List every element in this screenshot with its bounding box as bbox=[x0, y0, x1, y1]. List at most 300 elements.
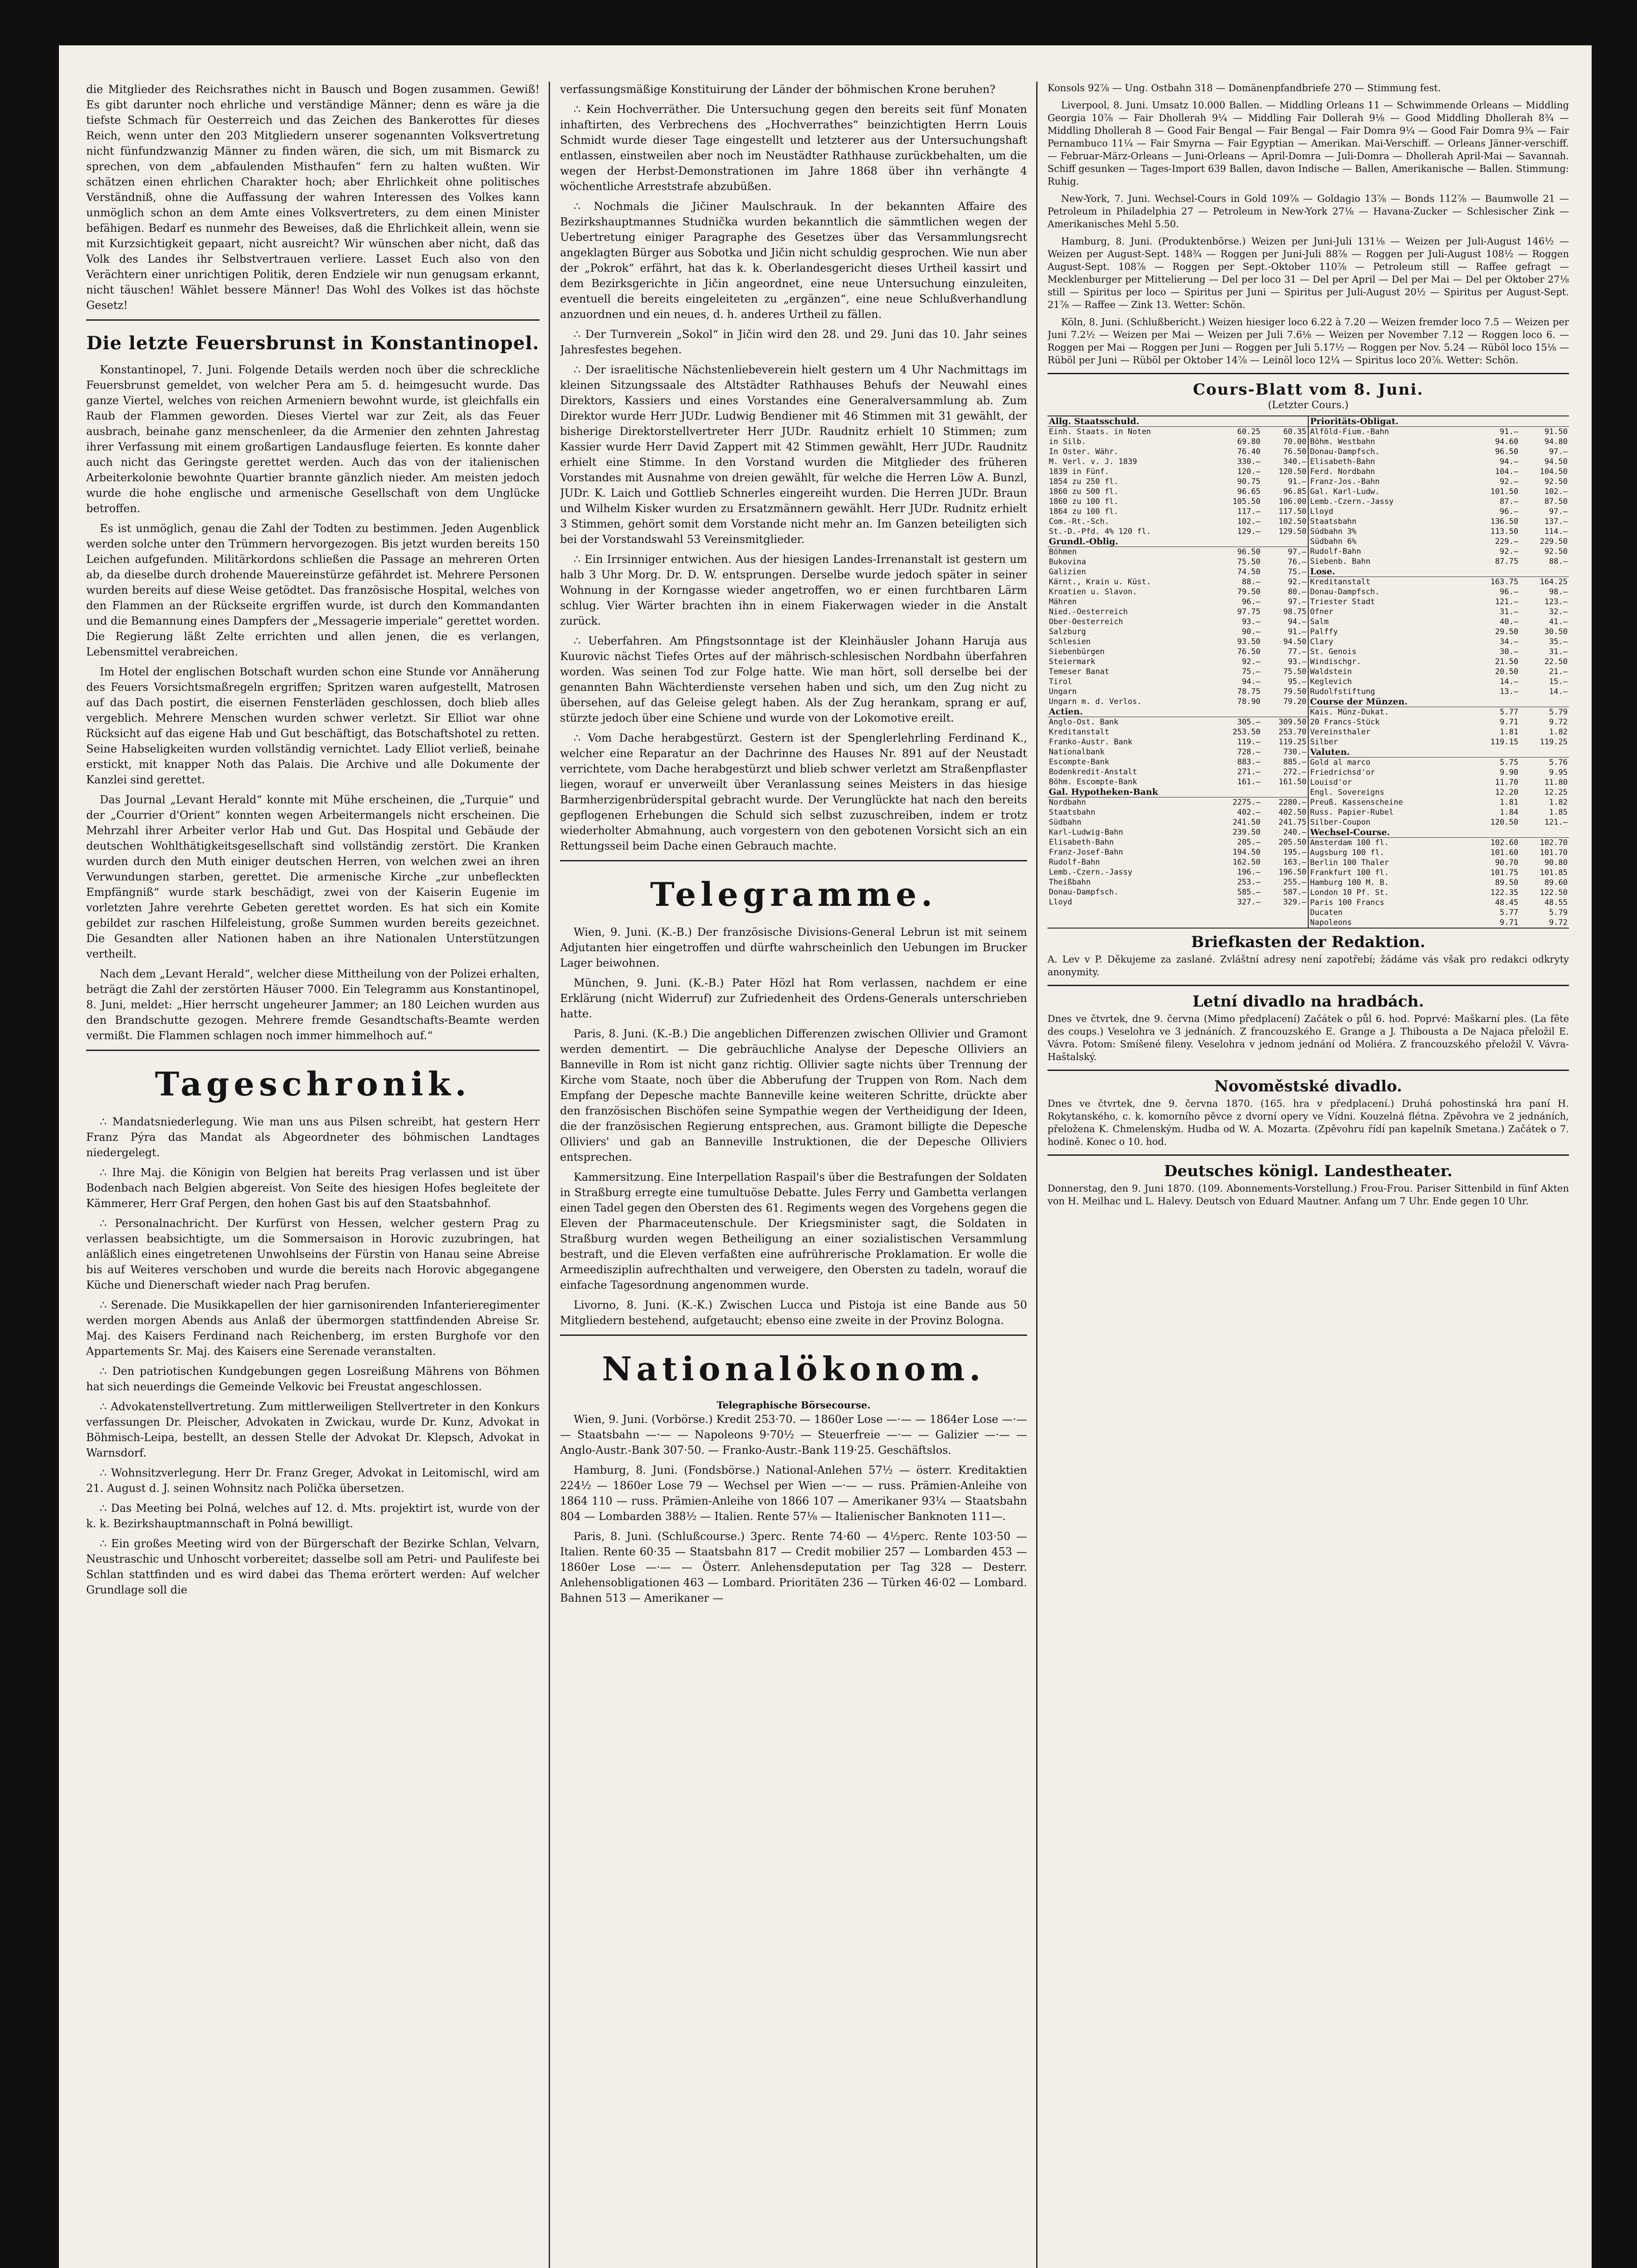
course-money: 40.— bbox=[1500, 617, 1519, 626]
course-goods: 119.25 bbox=[1278, 738, 1306, 747]
course-row bbox=[1047, 827, 1308, 837]
course-row bbox=[1309, 878, 1569, 888]
course-row bbox=[1309, 647, 1569, 657]
course-name: Napoleons bbox=[1310, 918, 1352, 927]
course-row bbox=[1309, 487, 1569, 497]
course-row bbox=[1309, 457, 1569, 467]
course-row bbox=[1047, 507, 1308, 517]
course-money: 883.— bbox=[1237, 758, 1261, 767]
course-goods: 98.75 bbox=[1283, 607, 1306, 616]
course-row bbox=[1047, 837, 1308, 847]
chronik-item: ∴ Serenade. Die Musikkapellen der hier garnisonirenden Infanterieregimenter werden morgen Abends aus Anlaß der übermorgen stattfindenden Abreise Sr. Maj. des Kaisers Ferdinand nach Reichenberg, im ersten Burghofe vor den Appartements Sr. Maj. des Kaisers eine Serenade veranstalten. bbox=[86, 1299, 540, 1358]
course-goods: 76.50 bbox=[1283, 447, 1306, 456]
course-goods: 31.— bbox=[1549, 647, 1568, 656]
course-row bbox=[1309, 888, 1569, 898]
course-goods: 102.— bbox=[1544, 487, 1568, 496]
course-goods: 9.95 bbox=[1549, 768, 1568, 777]
course-name: Rudolfstiftung bbox=[1310, 687, 1375, 696]
course-money bbox=[1216, 537, 1262, 547]
course-name: Böhm. Escompte-Bank bbox=[1049, 777, 1137, 787]
course-name: London 10 Pf. St. bbox=[1310, 888, 1389, 897]
news-item: ∴ Ueberfahren. Am Pfingstsonntage ist der Kleinhäusler Johann Haruja aus Kuurovic nächst Tiefes Ortes auf der mährisch-schlesischen Nordbahn überfahren worden. Was seinen Tod zur Folge hatte. Wie man hört, soll derselbe bei der genannten Bahn Wächterdienste versehen haben und sich, um den Zug nicht zu übersehen, auf das Geleise gelegt haben. Als der Zug herankam, sprang er auf, stürzte jedoch über eine Schiene und wurde von der Lokomotive ereilt. bbox=[560, 635, 1027, 724]
theatre-text: Dnes ve čtvrtek, dne 9. června (Mimo předplacení) Začátek o půl 6. hod. Poprvé: Maškarní ples. (La fête des coups.) Veselohra ve 3 jednáních. Z francouzského E. Grange a J. Thibousta a De Najaca přeložil E. Vávra. Potom: Smíšené fileny. Veselohra v jednom jednání od Moliéra. Z francouzského přeložil V. Vávra-Haštalský. bbox=[1047, 1013, 1569, 1062]
news-item: ∴ Vom Dache herabgestürzt. Gestern ist der Spenglerlehrling Ferdinand K., welcher eine Reparatur an der Dachrinne des Hauses Nr. 891 auf der Neustadt verrichtete, vom Dache herabgestürzt und blieb schwer verletzt am Straßenpflaster liegen, worauf er unverweilt über Veranlassung seines Meisters in das hiesige Barmherzigenbrüderspital gebracht wurde. Der Verunglückte hat nach den bereits gepflogenen Erhebungen die Schuld sich selbst zuzuschreiben, indem er trotz wiederholter Abmahnung, auch vorgestern von den gebotenen Vorsicht sich an ein Rettungsseil beim Dache einen Gebrauch machte. bbox=[560, 732, 1027, 852]
course-name: Louisd'or bbox=[1310, 778, 1352, 787]
courses-table-left bbox=[1047, 416, 1308, 907]
course-money: 30.— bbox=[1500, 647, 1519, 656]
course-name: Palffy bbox=[1310, 627, 1338, 636]
course-name: Donau-Dampfsch. bbox=[1310, 447, 1380, 456]
course-goods bbox=[1262, 537, 1308, 547]
course-row bbox=[1309, 497, 1569, 507]
course-row bbox=[1309, 918, 1569, 928]
divider bbox=[86, 319, 540, 321]
course-row bbox=[1309, 777, 1569, 787]
course-row bbox=[1047, 687, 1308, 697]
telegram-item: Livorno, 8. Juni. (K.-K.) Zwischen Lucca und Pistoja ist eine Bande aus 50 Mitgliedern bestehend, aufgetaucht; ebenso eine zweite in der Provinz Bologna. bbox=[560, 1299, 1027, 1327]
course-money: 79.50 bbox=[1237, 587, 1261, 596]
course-goods: 5.79 bbox=[1549, 708, 1568, 717]
course-money: 89.50 bbox=[1495, 878, 1519, 887]
course-goods: 120.50 bbox=[1278, 467, 1306, 476]
telegram-item: München, 9. Juni. (K.-B.) Pater Hözl hat Rom verlassen, nachdem er eine Erklärung (nicht Widerruf) zur Zufriedenheit des Ordens-Generals unterschrieben hatte. bbox=[560, 977, 1027, 1020]
course-money: 120.50 bbox=[1490, 818, 1519, 827]
course-name: Lloyd bbox=[1310, 507, 1334, 516]
theatre-text: Donnerstag, den 9. Juni 1870. (109. Abonnements-Vorstellung.) Frou-Frou. Pariser Sittenbild in fünf Akten von H. Meilhac und L. Halevy. Deutsch von Eduard Mautner. Anfang um 7 Uhr. Ende gegen 10 Uhr. bbox=[1047, 1183, 1569, 1207]
course-money: 728.— bbox=[1237, 748, 1261, 757]
course-goods: 129.50 bbox=[1278, 527, 1306, 536]
divider bbox=[1047, 985, 1569, 986]
course-name: Nordbahn bbox=[1049, 798, 1086, 807]
course-money: 102.60 bbox=[1490, 838, 1519, 847]
course-name: Frankfurt 100 fl. bbox=[1310, 868, 1389, 877]
courses-left-header: Allg. Staatsschuld. bbox=[1047, 416, 1308, 427]
column-rule-right bbox=[1036, 82, 1038, 2268]
econ-subtitle: Telegraphische Börsecourse. bbox=[716, 1399, 871, 1411]
course-name: St. Genois bbox=[1310, 647, 1357, 656]
course-goods: 95.— bbox=[1288, 677, 1306, 686]
course-money bbox=[1470, 567, 1520, 577]
divider bbox=[560, 860, 1027, 861]
chronik-item: ∴ Advokatenstellvertretung. Zum mittlerweiligen Stellvertreter in den Konkurs verfassungen Dr. Pleischer, Advokaten in Zwickau, wurde Dr. Kunz, Advokat in Böhmisch-Leipa, bestellt, an dessen Stelle der Advokat Dr. Klepsch, Advokat in Warnsdorf. bbox=[86, 1400, 540, 1459]
course-row bbox=[1047, 427, 1308, 437]
course-money: 241.50 bbox=[1233, 818, 1261, 827]
course-name: Augsburg 100 fl. bbox=[1310, 848, 1384, 857]
course-row bbox=[1309, 767, 1569, 777]
course-name: Donau-Dampfsch. bbox=[1310, 587, 1380, 596]
course-money: 1.84 bbox=[1500, 808, 1519, 817]
course-row bbox=[1309, 747, 1569, 758]
course-goods: 229.50 bbox=[1540, 537, 1568, 546]
course-goods bbox=[1262, 707, 1308, 717]
course-row bbox=[1047, 617, 1308, 627]
course-row bbox=[1309, 577, 1569, 587]
fire-paragraph: Konstantinopel, 7. Juni. Folgende Details werden noch über die schreckliche Feuersbrunst gemeldet, von welcher Pera am 5. d. heimgesucht wurde. Das ganze Viertel, welches von reichen Armeniern bewohnt wurde, ist gleichfalls ein Raub der Flammen geworden. Dieses Viertel war zur Zeit, als das Feuer ausbrach, beinahe ganz menschenleer, da die Armenier den zehnten Jahrestag ihrer Verfassung mit einem großartigen Landausfluge feierten. Es konnte daher auch nicht das Geringste gerettet werden. Auch das von der italienischen Arbeiterkolonie bewohnte Quartier brannte gänzlich nieder. Am meisten jedoch wurde die hohe englische und armenische Gesellschaft von dem Unglücke betroffen. bbox=[86, 363, 540, 515]
econ-item: Wien, 9. Juni. (Vorbörse.) Kredit 253·70. — 1860er Lose —·— — 1864er Lose —·— — Staatsbahn —·— — Napoleons 9·70½ — Steuerfreie —·— — Galizier —·— — Anglo-Austr.-Bank 307·50. — Franko-Austr.-Bank 119·25. Geschäftslos. bbox=[560, 1413, 1027, 1457]
course-goods: 75.50 bbox=[1283, 667, 1306, 676]
course-name: Engl. Sovereigns bbox=[1310, 788, 1384, 797]
course-money: 90.70 bbox=[1495, 858, 1519, 867]
course-name: Kreditanstalt bbox=[1310, 577, 1371, 587]
course-money: 229.— bbox=[1495, 537, 1519, 546]
course-money: 92.— bbox=[1500, 547, 1519, 556]
course-name: Gold al marco bbox=[1310, 758, 1371, 767]
mailbox-text: A. Lev v P. Děkujeme za zaslané. Zvláštní adresy není zapotřebí; žádáme vás však pro redakci odkryty anonymity. bbox=[1047, 954, 1569, 978]
course-money: 9.71 bbox=[1500, 918, 1519, 927]
course-name: Waldstein bbox=[1310, 667, 1352, 676]
course-name: Mähren bbox=[1049, 597, 1077, 606]
course-row bbox=[1047, 847, 1308, 857]
course-row bbox=[1047, 697, 1308, 707]
market-report: Hamburg, 8. Juni. (Produktenbörse.) Weizen per Juni-Juli 131⅛ — Weizen per Juli-August 146½ — Weizen per August-Sept. 148¾ — Roggen per Juni-Juli 88⅞ — Roggen per Juli-August 108½ — Roggen August-Sept. 108⅞ — Roggen per Sept.-Oktober 110⅞ — Petroleum still — Raffee gefragt — Mecklenburger per Mittelierung — Del per loco 31 — Del per April — Del per Mai — Del per Oktober 27⅛ still — Spiritus per loco — Spiritus per Juni — Spiritus per Juli-August 20½ — Spiritus per August-Sept. 21⅞ — Raffee — Zink 13. Wetter: Schön. bbox=[1047, 236, 1569, 310]
column-rule-left bbox=[549, 82, 550, 2268]
course-row bbox=[1047, 707, 1308, 717]
course-money: 94.60 bbox=[1495, 437, 1519, 446]
course-name: Bukovina bbox=[1049, 557, 1086, 567]
theatre-title: Letní divadlo na hradbách. bbox=[1192, 992, 1424, 1011]
chronik-item: ∴ Ihre Maj. die Königin von Belgien hat bereits Prag verlassen und ist über Bodenbach nach Belgien abgereist. Von Seite des hiesigen Hofes begleitete der Kämmerer, Herr Graf Pergen, den hohen Gast bis auf den Staatsbahnhof. bbox=[86, 1166, 540, 1210]
course-name: Einh. Staats. in Noten bbox=[1049, 427, 1151, 436]
course-money: 94.— bbox=[1242, 677, 1261, 686]
course-name: Gal. Karl-Ludw. bbox=[1310, 487, 1380, 496]
course-goods: 5.79 bbox=[1549, 908, 1568, 917]
course-goods: 885.— bbox=[1283, 758, 1306, 767]
course-row bbox=[1047, 677, 1308, 687]
course-name: Böhmen bbox=[1049, 547, 1077, 557]
course-row bbox=[1047, 637, 1308, 647]
column-3 bbox=[1047, 82, 1569, 2268]
course-money: 92.— bbox=[1242, 657, 1261, 666]
course-row bbox=[1047, 887, 1308, 897]
course-name: Schlesien bbox=[1049, 637, 1091, 646]
course-row bbox=[1309, 427, 1569, 437]
course-name: Steiermark bbox=[1049, 657, 1096, 666]
course-goods: 92.50 bbox=[1544, 547, 1568, 556]
course-row bbox=[1047, 487, 1308, 497]
course-name: Triester Stadt bbox=[1310, 597, 1375, 606]
course-row bbox=[1309, 707, 1569, 718]
course-money: 93.— bbox=[1242, 617, 1261, 626]
course-money: 104.— bbox=[1495, 467, 1519, 476]
course-money: 14.— bbox=[1500, 677, 1519, 686]
course-row bbox=[1047, 797, 1308, 808]
course-money: 60.25 bbox=[1237, 427, 1261, 436]
course-row bbox=[1309, 838, 1569, 848]
course-money: 90.75 bbox=[1237, 477, 1261, 486]
course-name: Franz-Jos.-Bahn bbox=[1310, 477, 1380, 486]
course-name: Ungarn bbox=[1049, 687, 1077, 696]
course-name: Grundl.-Oblig. bbox=[1047, 537, 1216, 547]
course-goods bbox=[1520, 697, 1569, 707]
course-row bbox=[1309, 697, 1569, 707]
course-goods: 79.50 bbox=[1283, 687, 1306, 696]
course-goods bbox=[1262, 787, 1308, 797]
course-money: 117.— bbox=[1237, 507, 1261, 516]
course-goods: 88.— bbox=[1549, 557, 1568, 566]
course-money: 96.— bbox=[1500, 587, 1519, 596]
chronik-item: ∴ Das Meeting bei Polná, welches auf 12. d. Mts. projektirt ist, wurde von der k. k. Bezirkshauptmannschaft in Polná bewilligt. bbox=[86, 1502, 540, 1530]
course-goods: 241.75 bbox=[1278, 818, 1306, 827]
course-goods: 12.25 bbox=[1544, 788, 1568, 797]
course-row bbox=[1309, 787, 1569, 797]
course-goods: 60.35 bbox=[1283, 427, 1306, 436]
course-goods: 114.— bbox=[1544, 527, 1568, 536]
course-goods: 253.70 bbox=[1278, 728, 1306, 737]
course-goods: 587.— bbox=[1283, 888, 1306, 897]
course-money: 163.75 bbox=[1490, 577, 1519, 587]
course-row bbox=[1309, 908, 1569, 918]
telegram-item: Wien, 9. Juni. (K.-B.) Der französische Divisions-General Lebrun ist mit seinem Adjutanten hier eingetroffen und dürfte wahrscheinlich den Uebungen im Brucker Lager beiwohnen. bbox=[560, 926, 1027, 969]
courses-left bbox=[1047, 416, 1309, 928]
course-name: 1864 zu 100 fl. bbox=[1049, 507, 1119, 516]
course-row bbox=[1309, 657, 1569, 667]
course-row bbox=[1047, 577, 1308, 587]
course-money: 330.— bbox=[1237, 457, 1261, 466]
course-money: 305.— bbox=[1237, 718, 1261, 727]
divider bbox=[1047, 373, 1569, 374]
course-name: Ober-Oesterreich bbox=[1049, 617, 1123, 626]
chronik-item: ∴ Den patriotischen Kundgebungen gegen Losreißung Mährens von Böhmen hat sich neuerdings die Gemeinde Velkovic bei Freustat angeschlossen. bbox=[86, 1365, 540, 1393]
course-row bbox=[1047, 817, 1308, 827]
course-name: Lose. bbox=[1309, 567, 1470, 577]
course-name: Theißbahn bbox=[1049, 878, 1091, 887]
course-row bbox=[1047, 457, 1308, 467]
course-name: Rudolf-Bahn bbox=[1310, 547, 1361, 556]
course-name: Course der Münzen. bbox=[1309, 697, 1470, 707]
course-goods: 41.— bbox=[1549, 617, 1568, 626]
course-goods: 163.— bbox=[1283, 858, 1306, 867]
fire-paragraph: Es ist unmöglich, genau die Zahl der Todten zu bestimmen. Jeden Augenblick werden solche unter den Trümmern hervorgezogen. Bis jetzt wurden bereits 150 Leichen aufgefunden. Militärkordons schließen die Passage an mehreren Orten ab, da dieselbe durch drohende Mauereinstürze gefährdet ist. Mehrere Personen wurden bereits auf diese Weise getödtet. Das französische Hospital, welches von den Flammen an der Rückseite ergriffen wurde, ist durch den Kommandanten und die Bemannung eines Dampfers der „Messagerie imperiale“ gerettet worden. Die Regierung läßt Zelte errichten und allen jenen, die es verlangen, Lebensmittel verabreichen. bbox=[86, 522, 540, 658]
course-name: in Silb. bbox=[1049, 437, 1086, 446]
course-row bbox=[1047, 857, 1308, 867]
course-row bbox=[1309, 557, 1569, 567]
fire-paragraph: Nach dem „Levant Herald“, welcher diese Mittheilung von der Polizei erhalten, beträgt die Zahl der zerstörten Häuser 7000. Ein Telegramm aus Konstantinopel, 8. Juni, meldet: „Hier herrscht ungeheurer Jammer; an 180 Leichen wurden aus den Brandschutte gezogen. Mehrere fremde Gesandtschafts-Beamte werden vermißt. Die Flammen schlagen noch immer himmelhoch auf.“ bbox=[86, 968, 540, 1042]
course-row bbox=[1047, 757, 1308, 767]
course-name: Franko-Austr. Bank bbox=[1049, 738, 1133, 747]
course-goods bbox=[1520, 567, 1569, 577]
newspaper-page bbox=[59, 45, 1592, 2268]
course-money: 327.— bbox=[1237, 898, 1261, 907]
course-money: 96.— bbox=[1242, 597, 1261, 606]
course-row bbox=[1047, 447, 1308, 457]
course-row bbox=[1047, 897, 1308, 907]
course-row bbox=[1047, 737, 1308, 747]
chronik-item: ∴ Wohnsitzverlegung. Herr Dr. Franz Greger, Advokat in Leitomischl, wird am 21. August d. J. seinen Wohnsitz nach Polička übersetzen. bbox=[86, 1466, 540, 1495]
course-goods: 35.— bbox=[1549, 637, 1568, 646]
course-name: Südbahn 6% bbox=[1310, 537, 1357, 546]
course-row bbox=[1309, 537, 1569, 547]
course-goods: 76.— bbox=[1288, 557, 1306, 567]
course-goods: 79.20 bbox=[1283, 697, 1306, 706]
course-money: 271.— bbox=[1237, 767, 1261, 777]
section-title-nationaloekonom: Nationalökonom. bbox=[602, 1349, 985, 1388]
section-title-telegramme: Telegramme. bbox=[650, 875, 937, 914]
course-row bbox=[1047, 627, 1308, 637]
course-row bbox=[1047, 467, 1308, 477]
course-money bbox=[1216, 707, 1262, 717]
divider bbox=[1047, 1070, 1569, 1071]
course-money: 87.75 bbox=[1495, 557, 1519, 566]
course-row bbox=[1047, 477, 1308, 487]
course-goods: 340.— bbox=[1283, 457, 1306, 466]
course-name: Kreditanstalt bbox=[1049, 728, 1110, 737]
headline-fire-constantinople: Die letzte Feuersbrunst in Konstantinopel. bbox=[86, 332, 540, 354]
course-row bbox=[1047, 747, 1308, 757]
course-goods bbox=[1520, 747, 1569, 758]
course-money: 29.50 bbox=[1495, 627, 1519, 636]
course-money: 96.50 bbox=[1495, 447, 1519, 456]
course-name: M. Verl. v. J. 1839 bbox=[1049, 457, 1137, 466]
course-goods: 255.— bbox=[1283, 878, 1306, 887]
course-goods: 1.82 bbox=[1549, 728, 1568, 737]
course-goods: 87.50 bbox=[1544, 497, 1568, 506]
course-money: 113.50 bbox=[1490, 527, 1519, 536]
course-name: Amsterdam 100 fl. bbox=[1310, 838, 1389, 847]
course-money: 205.— bbox=[1237, 838, 1261, 847]
course-goods: 89.60 bbox=[1544, 878, 1568, 887]
courses-subtitle: (Letzter Cours.) bbox=[1268, 400, 1349, 411]
course-name: Kroatien u. Slavon. bbox=[1049, 587, 1137, 596]
divider bbox=[86, 1050, 540, 1051]
course-name: Windischgr. bbox=[1310, 657, 1361, 666]
course-goods: 96.85 bbox=[1283, 487, 1306, 496]
course-row bbox=[1047, 787, 1308, 797]
course-name: Temeser Banat bbox=[1049, 667, 1110, 676]
course-goods: 15.— bbox=[1549, 677, 1568, 686]
course-goods: 98.— bbox=[1549, 587, 1568, 596]
course-name: Böhm. Westbahn bbox=[1310, 437, 1375, 446]
course-money: 119.— bbox=[1237, 738, 1261, 747]
course-name: Friedrichsd'or bbox=[1310, 768, 1375, 777]
course-name: Karl-Ludwig-Bahn bbox=[1049, 828, 1123, 837]
course-money: 101.50 bbox=[1490, 487, 1519, 496]
course-name: Lemb.-Czern.-Jassy bbox=[1049, 868, 1133, 877]
course-goods: 92.— bbox=[1288, 577, 1306, 587]
course-goods: 195.— bbox=[1283, 848, 1306, 857]
course-goods: 329.— bbox=[1283, 898, 1306, 907]
courses-right-header: Prioritäts-Obligat. bbox=[1309, 416, 1569, 427]
course-money: 585.— bbox=[1237, 888, 1261, 897]
course-goods: 309.50 bbox=[1278, 718, 1306, 727]
course-goods: 9.72 bbox=[1549, 718, 1568, 727]
course-name: Paris 100 Francs bbox=[1310, 898, 1384, 907]
course-row bbox=[1047, 437, 1308, 447]
article-continuation: verfassungsmäßige Konstituirung der Länder der böhmischen Krone beruhen? bbox=[560, 83, 996, 96]
course-money: 5.77 bbox=[1500, 908, 1519, 917]
course-row bbox=[1309, 868, 1569, 878]
course-row bbox=[1309, 848, 1569, 858]
market-report: New-York, 7. Juni. Wechsel-Cours in Gold 109⅞ — Goldagio 13⅞ — Bonds 112⅞ — Baumwolle 21 — Petroleum in Philadelphia 27 — Petroleum in New-York 27⅛ — Havana-Zucker — Schlesischer Zink — Amerikanisches Mehl 5.50. bbox=[1047, 193, 1569, 230]
chronik-item: ∴ Mandatsniederlegung. Wie man uns aus Pilsen schreibt, hat gestern Herr Franz Pýra das Mandat als Abgeordneter des böhmischen Landtages niedergelegt. bbox=[86, 1115, 540, 1159]
course-money bbox=[1470, 697, 1520, 707]
course-row bbox=[1047, 597, 1308, 607]
course-goods: 75.— bbox=[1288, 567, 1306, 577]
theatre-text: Dnes ve čtvrtek, dne 9. června 1870. (165. hra v předplacení.) Druhá pohostinská hra paní H. Rokytanského, c. k. komorního pěvce z dvorní opery ve Vídni. Kouzelná flétna. Zpěvohra ve 2 jednáních, přeložena K. Chmelenským. Hudba od W. A. Mozarta. (Zpěvohru řídí pan kapelník Smetana.) Začátek o 7. hodině. Konec o 10. hod. bbox=[1047, 1098, 1569, 1147]
divider bbox=[560, 1334, 1027, 1336]
course-row bbox=[1309, 517, 1569, 527]
news-item: ∴ Ein Irrsinniger entwichen. Aus der hiesigen Landes-Irrenanstalt ist gestern um halb 3 Uhr Morg. Dr. D. W. entsprungen. Derselbe wurde jedoch später in seiner Wohnung in der Korngasse wieder angetroffen, wo er einen furchtbaren Lärm schlug. Vier Wärter brachten ihn in einem Fiakerwagen wieder in die Anstalt zurück. bbox=[560, 553, 1027, 627]
market-report: Köln, 8. Juni. (Schlußbericht.) Weizen hiesiger loco 6.22 à 7.20 — Weizen fremder loco 7.5 — Weizen per Juni 7.2½ — Weizen per Mai — Weizen per Juli 7.6⅛ — Weizen per November 7.12 — Roggen loco 6. — Roggen per Mai — Roggen per Juni — Roggen per Juli 5.17½ — Roggen per Nov. 5.24 — Rüböl loco 15⅛ — Rüböl per Juni — Rüböl per Oktober 14⅞ — Leinöl loco 12¼ — Spiritus loco 20⅞. Wetter: Schön. bbox=[1047, 317, 1569, 366]
course-row bbox=[1309, 507, 1569, 517]
course-money: 161.— bbox=[1237, 777, 1261, 787]
course-row bbox=[1309, 687, 1569, 697]
course-row bbox=[1309, 447, 1569, 457]
courses-title: Cours-Blatt vom 8. Juni. bbox=[1193, 381, 1424, 399]
course-money: 74.50 bbox=[1237, 567, 1261, 577]
course-name: Berlin 100 Thaler bbox=[1310, 858, 1389, 867]
course-name: Donau-Dampfsch. bbox=[1049, 888, 1119, 897]
course-row bbox=[1047, 767, 1308, 777]
course-name: Südbahn 3% bbox=[1310, 527, 1357, 536]
course-row bbox=[1309, 567, 1569, 577]
course-money: 119.15 bbox=[1490, 738, 1519, 747]
course-goods: 104.50 bbox=[1540, 467, 1568, 476]
course-name: In Oster. Währ. bbox=[1049, 447, 1119, 456]
theatre-title: Novoměstské divadlo. bbox=[1214, 1077, 1402, 1095]
course-name: Preuß. Kassenscheine bbox=[1310, 798, 1403, 807]
course-row bbox=[1047, 667, 1308, 677]
course-goods: 91.— bbox=[1288, 627, 1306, 636]
course-row bbox=[1309, 807, 1569, 817]
course-goods: 48.55 bbox=[1544, 898, 1568, 907]
courses-right bbox=[1309, 416, 1569, 928]
course-money bbox=[1470, 827, 1520, 838]
course-goods bbox=[1520, 827, 1569, 838]
course-row bbox=[1309, 607, 1569, 617]
course-goods: 119.25 bbox=[1540, 738, 1568, 747]
course-goods: 94.80 bbox=[1544, 437, 1568, 446]
theatre-title: Deutsches königl. Landestheater. bbox=[1164, 1162, 1453, 1180]
course-money: 105.50 bbox=[1233, 497, 1261, 506]
course-goods: 30.50 bbox=[1544, 627, 1568, 636]
course-money: 75.— bbox=[1242, 667, 1261, 676]
course-money: 253.50 bbox=[1233, 728, 1261, 737]
course-goods: 11.80 bbox=[1544, 778, 1568, 787]
course-name: Nationalbank bbox=[1049, 748, 1105, 757]
course-money: 122.35 bbox=[1490, 888, 1519, 897]
course-name: Salm bbox=[1310, 617, 1329, 626]
course-money: 93.50 bbox=[1237, 637, 1261, 646]
course-row bbox=[1309, 898, 1569, 908]
course-name: Bodenkredit-Anstalt bbox=[1049, 767, 1137, 777]
course-name: Rudolf-Bahn bbox=[1049, 858, 1100, 867]
telegram-item: Kammersitzung. Eine Interpellation Raspail's über die Bestrafungen der Soldaten in Straßburg erregte eine tumultuöse Debatte. Jules Ferry und Gambetta verlangen einen Tadel gegen den Obersten des 61. Regiments wegen des Vorgehens gegen die Eleven der Pharmaceutenschule. Der Kriegsminister sagt, die Soldaten in Straßburg wurden wegen Betheiligung an einer sozialistischen Versammlung bestraft, und die Eleven verfaßten eine aufrührerische Proklamation. Er wolle die Armeedisziplin aufrechthalten und verweigere, den Obersten zu tadeln, worauf die einfache Tagesordnung angenommen wurde. bbox=[560, 1171, 1027, 1291]
course-money: 11.70 bbox=[1495, 778, 1519, 787]
course-money: 5.75 bbox=[1500, 758, 1519, 767]
course-name: Siebenbürgen bbox=[1049, 647, 1105, 656]
course-money: 120.— bbox=[1237, 467, 1261, 476]
course-goods: 102.70 bbox=[1540, 838, 1568, 847]
course-name: Siebenb. Bahn bbox=[1310, 557, 1371, 566]
course-name: Ducaten bbox=[1310, 908, 1343, 917]
course-money bbox=[1216, 787, 1262, 797]
course-money: 76.40 bbox=[1237, 447, 1261, 456]
course-name: Silber-Coupon bbox=[1310, 818, 1371, 827]
course-goods: 2280.— bbox=[1278, 798, 1306, 807]
course-money: 96.— bbox=[1500, 507, 1519, 516]
course-money: 31.— bbox=[1500, 607, 1519, 616]
course-name: Clary bbox=[1310, 637, 1334, 646]
course-goods: 94.50 bbox=[1283, 637, 1306, 646]
course-money: 2275.— bbox=[1233, 798, 1261, 807]
fire-paragraph: Das Journal „Levant Herald“ konnte mit Mühe erscheinen, die „Turquie“ und der „Courrier d'Orient“ konnten wegen Arbeitermangels nicht erscheinen. Die Mehrzahl ihrer Arbeiter verlor Hab und Gut. Das Hospital und Gebäude der deutschen Wohlthätigkeitsgesellschaft sind vollständig zerstört. Die Kranken wurden durch den Muth einiger deutschen Herren, von welchen zwei an ihren Verwundungen starben, gerettet. Die armenische Kirche „zur unbefleckten Empfängniß“ wurde stark beschädigt, zwei von der Kaiserin Eugenie im vorletzten Jahre verehrte Gebeten gerettet worden. Es hat sich ein Komite gebildet zur raschen Hilfeleistung, große Summen wurden bereits gezeichnet. Die Gesandten aller Nationen haben an ihre Nationalen Unterstützungen vertheilt. bbox=[86, 793, 540, 960]
course-money: 1.81 bbox=[1500, 728, 1519, 737]
course-name: Ofner bbox=[1310, 607, 1334, 616]
news-item: ∴ Kein Hochverräther. Die Untersuchung gegen den bereits seit fünf Monaten inhaftirten, des Verbrechens des „Hochverrathes“ beinzichtigten Herrn Louis Schmidt wurde dieser Tage eingestellt und letzterer aus der Untersuchungshaft entlassen, einstweilen aber noch im Neustädter Rathhause zurückbehalten, um die wegen der Herbst-Demonstrationen im Jahre 1868 über ihn verhängte 4 wöchentliche Arreststrafe abzubüßen. bbox=[560, 103, 1027, 193]
course-money: 97.75 bbox=[1237, 607, 1261, 616]
course-name: Russ. Papier-Rubel bbox=[1310, 808, 1394, 817]
column-2 bbox=[560, 82, 1027, 2268]
